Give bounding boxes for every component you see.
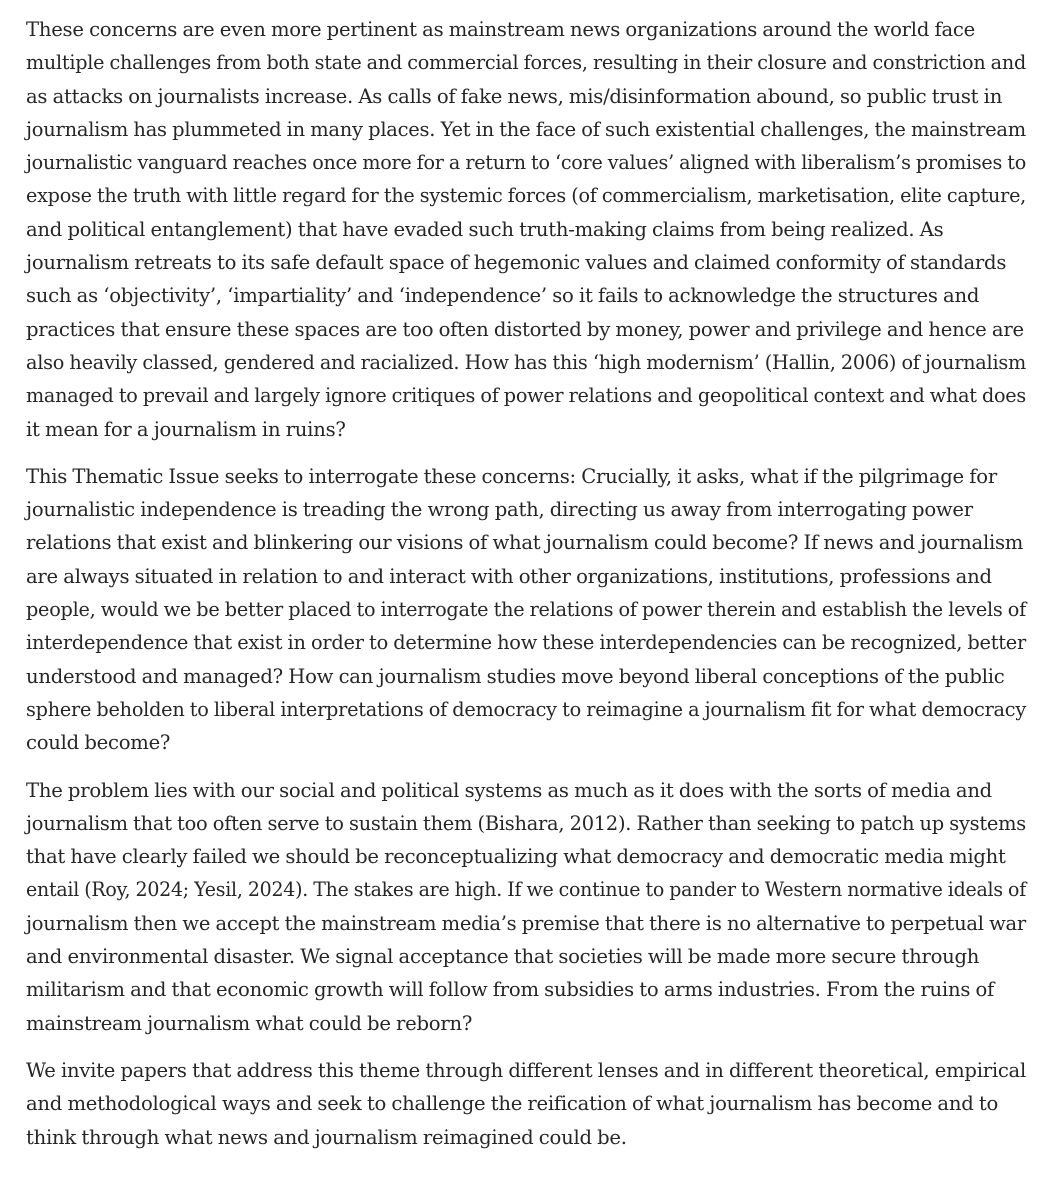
text-line: journalistic independence is treading the wrong path, directing us away from interrogating power: [26, 498, 973, 522]
text-line: that have clearly failed we should be reconceptualizing what democracy and democratic media might: [26, 845, 1006, 869]
text-line: multiple challenges from both state and commercial forces, resulting in their closure and constriction and: [26, 51, 1026, 75]
article-body: [26, 13, 1027, 1168]
text-line: it mean for a journalism in ruins?: [26, 417, 346, 441]
text-line: journalism has plummeted in many places. Yet in the face of such existential challenges, the mainstream: [26, 117, 1026, 141]
text-line: also heavily classed, gendered and racialized. How has this ‘high modernism’ (Hallin, 2006) of journalism: [26, 350, 1027, 374]
text-line: understood and managed? How can journalism studies move beyond liberal conceptions of the public: [26, 664, 1005, 688]
paragraph-4: [26, 1054, 1026, 1154]
paragraph-3: [26, 774, 1027, 1040]
text-line: and methodological ways and seek to challenge the reification of what journalism has become and to: [26, 1092, 999, 1116]
text-line: militarism and that economic growth will follow from subsidies to arms industries. From the ruins of: [26, 978, 995, 1002]
text-line: relations that exist and blinkering our visions of what journalism could become? If news and journalism: [26, 531, 1024, 555]
text-line: sphere beholden to liberal interpretations of democracy to reimagine a journalism fit for what democracy: [26, 697, 1026, 721]
paragraph-1: [26, 13, 1027, 446]
text-line: people, would we be better placed to interrogate the relations of power therein and establish the levels of: [26, 598, 1026, 622]
text-line: journalism that too often serve to sustain them (Bishara, 2012). Rather than seeking to patch up systems: [26, 811, 1026, 835]
text-line: and political entanglement) that have evaded such truth-making claims from being realized. As: [26, 217, 944, 241]
text-line: journalistic vanguard reaches once more for a return to ‘core values’ aligned with liberalism’s promises to: [26, 151, 1027, 175]
text-line: journalism then we accept the mainstream media’s premise that there is no alternative to perpetual war: [26, 911, 1026, 935]
text-line: These concerns are even more pertinent as mainstream news organizations around the world face: [26, 18, 975, 41]
text-line: mainstream journalism what could be reborn?: [26, 1011, 473, 1035]
text-line: could become?: [26, 731, 171, 755]
text-line: and environmental disaster. We signal acceptance that societies will be made more secure through: [26, 945, 980, 969]
text-line: This Thematic Issue seeks to interrogate these concerns: Crucially, it asks, what if the pilgrimage for: [26, 464, 997, 488]
text-line: interdependence that exist in order to determine how these interdependencies can be recognized, better: [26, 631, 1026, 655]
text-line: managed to prevail and largely ignore critiques of power relations and geopolitical context and what does: [26, 384, 1026, 408]
text-line: We invite papers that address this theme through different lenses and in different theoretical, empirical: [26, 1058, 1026, 1082]
text-line: such as ‘objectivity’, ‘impartiality’ and ‘independence’ so it fails to acknowledge the structures and: [26, 284, 980, 308]
text-line: are always situated in relation to and interact with other organizations, institutions, professions and: [26, 564, 992, 588]
text-line: expose the truth with little regard for the systemic forces (of commercialism, marketisation, elite capture,: [26, 184, 1027, 208]
text-line: journalism retreats to its safe default space of hegemonic values and claimed conformity of standards: [26, 251, 1007, 275]
text-line: think through what news and journalism reimagined could be.: [26, 1125, 627, 1149]
text-line: entail (Roy, 2024; Yesil, 2024). The stakes are high. If we continue to pander to Western normative ideals of: [26, 878, 1027, 902]
text-line: practices that ensure these spaces are too often distorted by money, power and privilege and hence are: [26, 317, 1024, 341]
text-line: as attacks on journalists increase. As calls of fake news, mis/disinformation abound, so public trust in: [26, 84, 1003, 108]
paragraph-2: [26, 460, 1026, 760]
text-line: The problem lies with our social and political systems as much as it does with the sorts of media and: [26, 778, 992, 802]
